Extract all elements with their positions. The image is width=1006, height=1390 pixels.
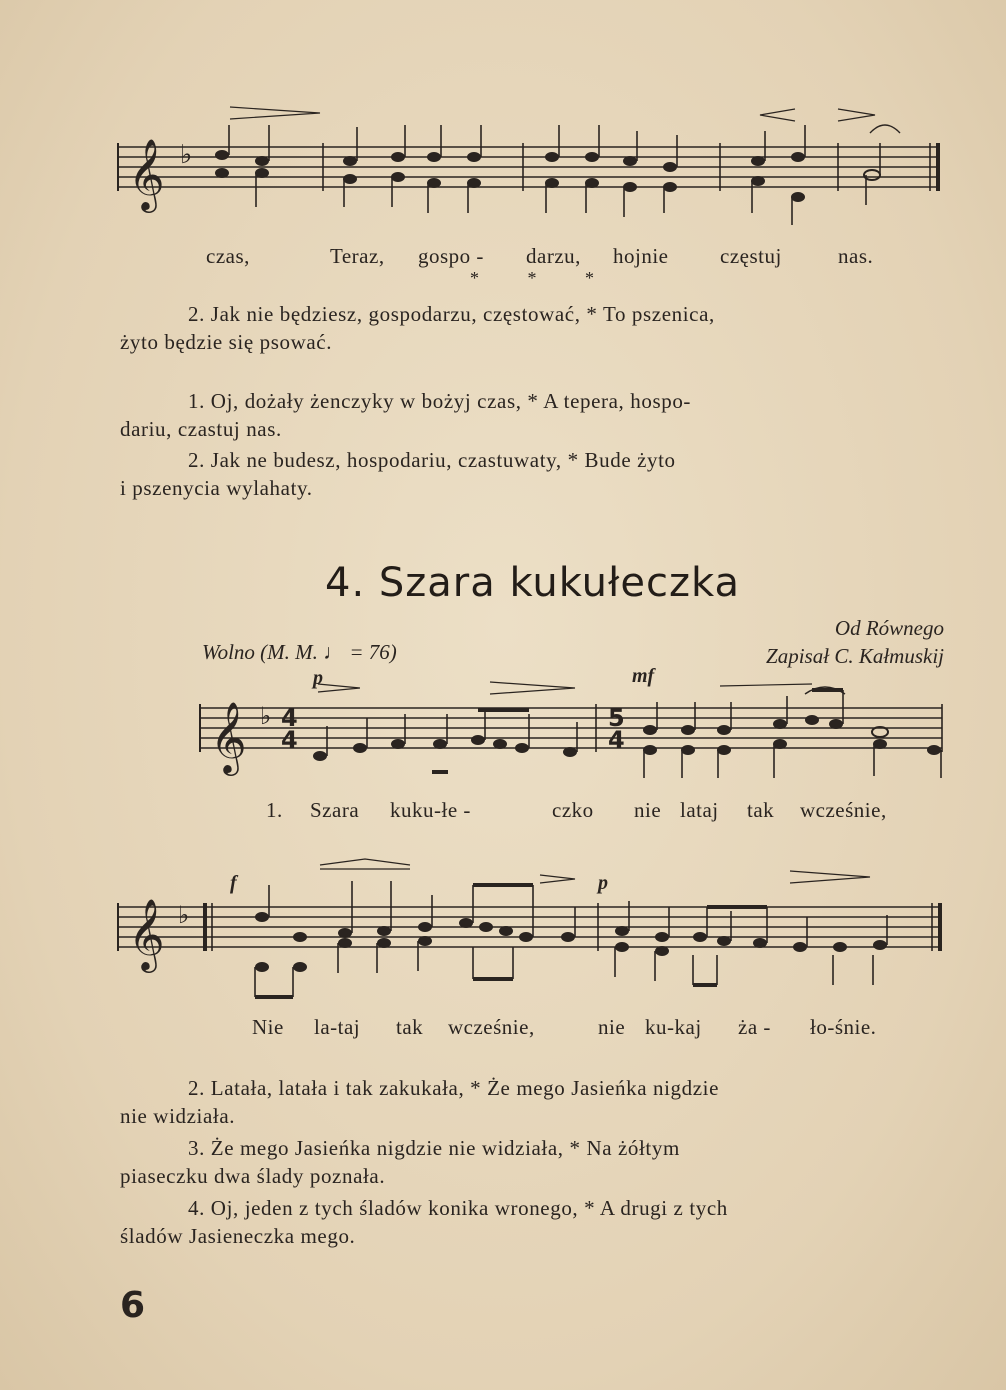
song-recorded-by: Zapisał C. Kałmuskij [766, 644, 944, 668]
lyrics-line-1: czas, Teraz, gospo - darzu, hojnie częstuj nas. [206, 244, 874, 268]
section-stars: * * * [470, 268, 616, 288]
page-number: 6 [120, 1285, 146, 1326]
music-staff-3 [0, 855, 1006, 1005]
svg-text:4: 4 [281, 726, 298, 754]
verse-3-uk-1: 1. Oj, dożały żenczyky w bożyj czas, * A tepera, hospo- dariu, czastuj nas. [120, 389, 692, 441]
svg-text:4: 4 [608, 726, 625, 754]
verse-4-3: 3. Że mego Jasieńka nigdzie nie widziała, * Na żółtym piaseczku dwa ślady poznała. [120, 1136, 680, 1188]
dynamic-p-2: p [598, 872, 608, 894]
dynamic-p: p [313, 667, 323, 689]
notes-staff-1 [215, 150, 880, 202]
treble-clef-icon: 𝄞 [210, 700, 247, 773]
song-origin: Od Równego [834, 616, 944, 640]
svg-text:4: 4 [281, 704, 298, 732]
svg-text:5: 5 [608, 704, 625, 732]
treble-clef-icon: 𝄞 [128, 137, 165, 210]
flat-icon: ♭ [260, 702, 272, 730]
verse-3-uk-2: 2. Jak ne budesz, hospodariu, czastuwaty, * Bude żyto i pszenycia wylahaty. [120, 448, 676, 500]
music-staff-2 [0, 680, 1006, 790]
music-staff-1 [0, 95, 1006, 235]
dynamic-f: f [230, 872, 237, 894]
treble-clef-icon: 𝄞 [128, 897, 165, 970]
verse-4-2: 2. Latała, latała i tak zakukała, * Że mego Jasieńka nigdzie nie widziała. [120, 1076, 720, 1128]
song-title: 4. Szara kukułeczka [325, 560, 740, 606]
notes-staff-3 [255, 912, 887, 972]
stems-staff-2 [327, 690, 941, 778]
lyrics-line-3: Nie la-taj tak wcześnie, nie ku-kaj ża - ło-śnie. [252, 1015, 877, 1039]
flat-icon: ♭ [178, 901, 190, 929]
dynamic-mf: mf [632, 665, 655, 687]
lyrics-line-2: 1. Szara kuku-łe - czko nie lataj tak wcześnie, [266, 798, 887, 822]
stems-staff-1 [229, 125, 880, 225]
flat-icon: ♭ [180, 140, 193, 170]
verse-3-2: 2. Jak nie będziesz, gospodarzu, częstować, * To pszenica, żyto będzie się psować. [120, 302, 715, 354]
tempo-marking: Wolno (M. M. ♩ = 76) [202, 640, 397, 664]
verse-4-4: 4. Oj, jeden z tych śladów konika wronego, * A drugi z tych śladów Jasieneczka mego. [120, 1196, 728, 1248]
